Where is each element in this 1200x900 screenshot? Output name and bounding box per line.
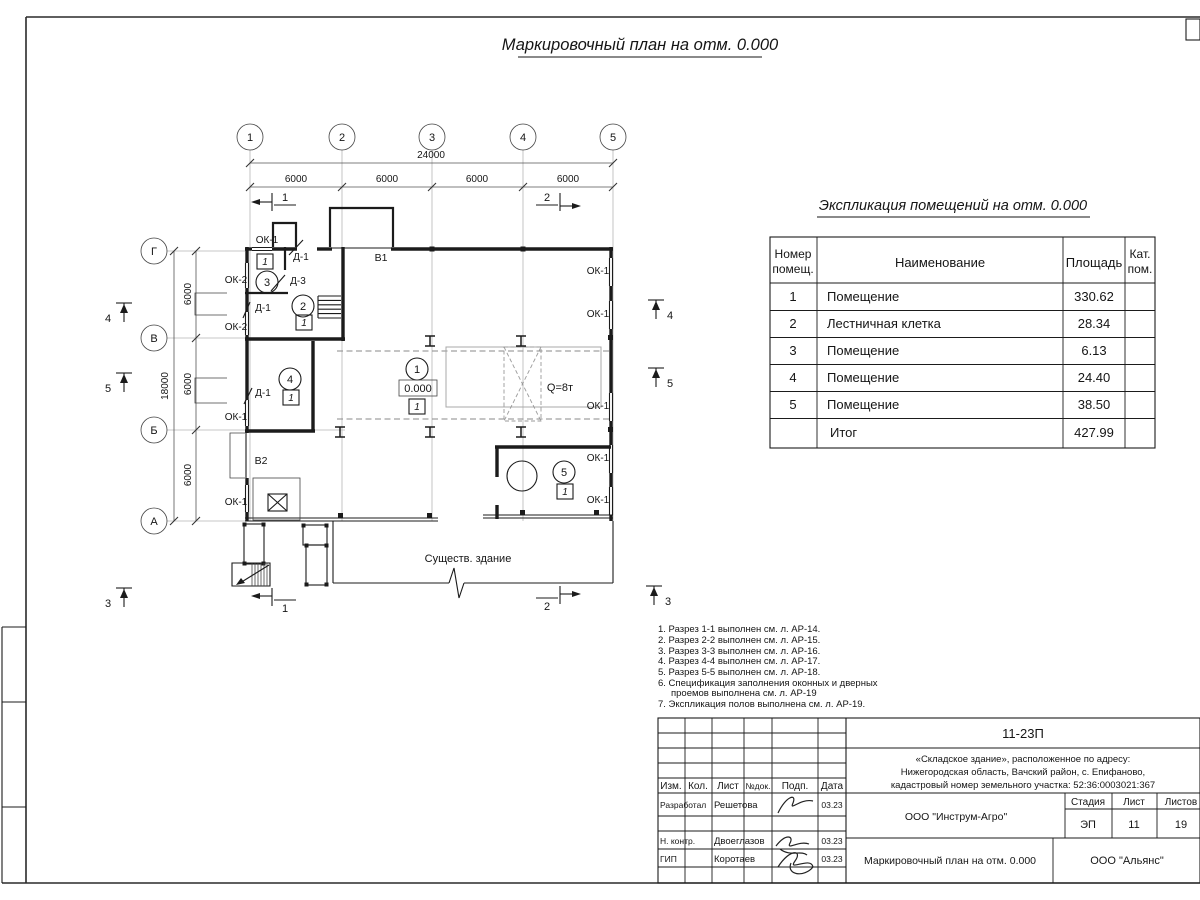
section-number: 1 <box>281 192 289 204</box>
dim-segment-top: 6000 <box>465 174 489 185</box>
section-mark-3-left <box>105 588 132 610</box>
note-line: 4. Разрез 4-4 выполнен см. л. АР-17. <box>658 656 821 667</box>
door-label-d3: Д-3 <box>290 276 306 287</box>
table-cell: 330.62 <box>1074 289 1114 304</box>
room-number: 1 <box>413 364 421 376</box>
section-number: 4 <box>666 310 674 322</box>
table-cell: Помещение <box>827 289 900 304</box>
room-number: 2 <box>299 301 307 313</box>
grid-bubble-col: 1 <box>246 132 254 144</box>
dimension-lines <box>160 150 617 525</box>
table-header: Наименование <box>894 255 986 270</box>
tb-stage-label: Стадия <box>1070 797 1106 808</box>
tb-drawing-title: Маркировочный план на отм. 0.000 <box>863 855 1037 867</box>
grid-bubble-row: А <box>150 516 158 528</box>
table-cell: 28.34 <box>1077 316 1111 331</box>
room-category: 1 <box>288 393 294 404</box>
tb-company: ООО "Альянс" <box>1090 855 1164 867</box>
table-cell: Помещение <box>827 370 900 385</box>
door-label-d1: Д-1 <box>255 388 271 399</box>
note-line: 7. Экспликация полов выполнена см. л. АР-19. <box>658 699 866 710</box>
section-mark-1-bottom <box>251 588 296 615</box>
window-label-ok1: ОК-1 <box>586 401 610 412</box>
tb-doc-code: 11-23П <box>1002 726 1044 741</box>
section-number: 5 <box>104 383 112 395</box>
note-line: 3. Разрез 3-3 выполнен см. л. АР-16. <box>658 646 821 657</box>
tb-name: Решетова <box>714 800 758 811</box>
tb-sheet-value: 11 <box>1128 819 1140 831</box>
corner-stamp-box <box>1186 19 1200 40</box>
table-cell: Помещение <box>827 397 900 412</box>
door-label-d1: Д-1 <box>255 303 271 314</box>
tb-col-header: Изм. <box>660 781 682 792</box>
note-line: проемов выполнена см. л. АР-19 <box>671 688 817 699</box>
dim-segment-left: 6000 <box>183 372 194 396</box>
tb-date: 03.23 <box>821 800 843 810</box>
table-header: Кат. <box>1129 247 1151 261</box>
dim-segment-top: 6000 <box>556 174 580 185</box>
tb-name: Коротаев <box>714 854 756 865</box>
room-number: 5 <box>560 467 568 479</box>
gate-v1-pocket <box>330 208 393 247</box>
tb-role: ГИП <box>660 854 677 864</box>
window-label-ok1: ОК-1 <box>586 266 610 277</box>
window-label-ok1: ОК-1 <box>586 453 610 464</box>
entrance-porches <box>195 293 245 478</box>
section-mark-5-right <box>648 368 673 390</box>
table-header: помещ. <box>772 262 814 276</box>
grid-bubble-row: В <box>150 333 158 345</box>
tb-role: Разработал <box>660 800 707 810</box>
section-mark-3-right <box>646 586 671 608</box>
stairs <box>318 296 341 318</box>
signature <box>778 797 813 813</box>
tb-sheets-label: Листов <box>1164 797 1198 808</box>
tank-symbol <box>507 461 537 491</box>
tb-col-header: Дата <box>820 781 844 792</box>
section-mark-5-left <box>105 373 132 395</box>
left-margin-stamp-boxes <box>2 627 26 883</box>
window-label-ok2: ОК-2 <box>224 275 248 286</box>
section-mark-2-top <box>536 192 581 211</box>
room-number: 3 <box>263 277 271 289</box>
table-cell: 4 <box>789 370 797 385</box>
window-label-ok1: ОК-1 <box>224 412 248 423</box>
room-category: 1 <box>414 402 420 413</box>
grid-bubble-col: 3 <box>428 132 436 144</box>
tb-org: ООО "Инструм-Агро" <box>904 811 1008 823</box>
dim-segment-top: 6000 <box>284 174 308 185</box>
table-cell: Лестничная клетка <box>827 316 941 331</box>
section-mark-4-left <box>105 303 132 325</box>
table-header: пом. <box>1127 262 1153 276</box>
room-category: 1 <box>262 257 268 268</box>
dim-total-left: 18000 <box>160 372 171 400</box>
table-cell: 6.13 <box>1081 343 1107 358</box>
section-number: 2 <box>543 192 551 204</box>
table-header: Номер <box>774 247 812 261</box>
dim-segment-left: 6000 <box>183 282 194 306</box>
grid-lines <box>167 150 613 521</box>
tb-object-line: «Складское здание», расположенное по адресу: <box>915 754 1131 765</box>
section-mark-1-top <box>251 192 296 211</box>
note-line: 2. Разрез 2-2 выполнен см. л. АР-15. <box>658 635 821 646</box>
table-cell: 3 <box>789 343 797 358</box>
section-number: 5 <box>666 378 674 390</box>
table-cell: 24.40 <box>1077 370 1111 385</box>
dim-segment-top: 6000 <box>375 174 399 185</box>
dim-total-top: 24000 <box>417 150 445 161</box>
section-number: 3 <box>104 598 112 610</box>
tb-date: 03.23 <box>821 836 843 846</box>
table-cell: Помещение <box>827 343 900 358</box>
window-label-ok1: ОК-1 <box>255 235 279 246</box>
section-number: 3 <box>664 596 672 608</box>
section-number: 2 <box>543 601 551 613</box>
grid-bubble-row: Г <box>151 246 157 258</box>
tb-sheets-value: 19 <box>1174 819 1188 831</box>
table-total-area: 427.99 <box>1074 425 1114 440</box>
note-line: 5. Разрез 5-5 выполнен см. л. АР-18. <box>658 667 821 678</box>
tb-role: Н. контр. <box>660 836 696 846</box>
explication-table <box>770 198 1155 448</box>
tb-name: Двоеглазов <box>714 836 765 847</box>
crane-capacity-label: Q=8т <box>546 382 574 394</box>
signature <box>778 853 813 874</box>
grid-bubble-row: Б <box>150 425 158 437</box>
explication-title: Экспликация помещений на отм. 0.000 <box>818 198 1088 214</box>
note-line: 6. Спецификация заполнения оконных и дверных <box>658 678 878 689</box>
section-number: 1 <box>281 603 289 615</box>
tb-col-header: Кол. <box>688 781 708 792</box>
table-cell: 38.50 <box>1077 397 1111 412</box>
tb-col-header: Лист <box>717 781 739 792</box>
gate-label-v1: В1 <box>374 252 388 264</box>
table-cell: 2 <box>789 316 797 331</box>
tb-object-line: Нижегородская область, Вачский район, с. Епифаново, <box>900 767 1146 778</box>
tb-date: 03.23 <box>821 854 843 864</box>
room-category: 1 <box>562 487 568 498</box>
tb-col-header: №док. <box>745 781 771 791</box>
tb-object-line: кадастровый номер земельного участка: 52:36:0003021:367 <box>890 780 1156 791</box>
section-number: 4 <box>104 313 112 325</box>
room-category: 1 <box>301 318 307 329</box>
equipment-pad <box>253 478 300 520</box>
gate-label-v2: В2 <box>254 455 268 467</box>
title-block <box>658 718 1200 883</box>
table-total-label: Итог <box>830 425 858 440</box>
table-header: Площадь <box>1065 255 1123 270</box>
tb-col-header: Подп. <box>781 781 809 792</box>
sheet-title: Маркировочный план на отм. 0.000 <box>501 36 779 54</box>
gate-v2-pocket <box>230 433 245 478</box>
grid-bubble-col: 4 <box>519 132 527 144</box>
room-number: 4 <box>286 374 294 386</box>
window-label-ok1: ОК-1 <box>224 497 248 508</box>
window-label-ok1: ОК-1 <box>586 495 610 506</box>
section-mark-4-right <box>648 300 673 322</box>
elevation-value: 0.000 <box>404 383 432 395</box>
existing-building-label: Существ. здание <box>424 553 512 565</box>
window-label-ok1: ОК-1 <box>586 309 610 320</box>
note-line: 1. Разрез 1-1 выполнен см. л. АР-14. <box>658 624 821 635</box>
table-cell: 5 <box>789 397 797 412</box>
table-cell: 1 <box>789 289 797 304</box>
section-mark-2-bottom <box>536 586 581 613</box>
door-label-d1: Д-1 <box>293 252 309 263</box>
signature <box>776 837 809 855</box>
notes-list <box>658 624 878 710</box>
dim-segment-left: 6000 <box>183 463 194 487</box>
tb-sheet-label: Лист <box>1123 797 1145 808</box>
equipment <box>232 461 537 587</box>
tb-stage-value: ЭП <box>1080 819 1096 831</box>
grid-bubble-col: 2 <box>338 132 346 144</box>
window-label-ok2: ОК-2 <box>224 322 248 333</box>
grid-bubble-col: 5 <box>609 132 617 144</box>
